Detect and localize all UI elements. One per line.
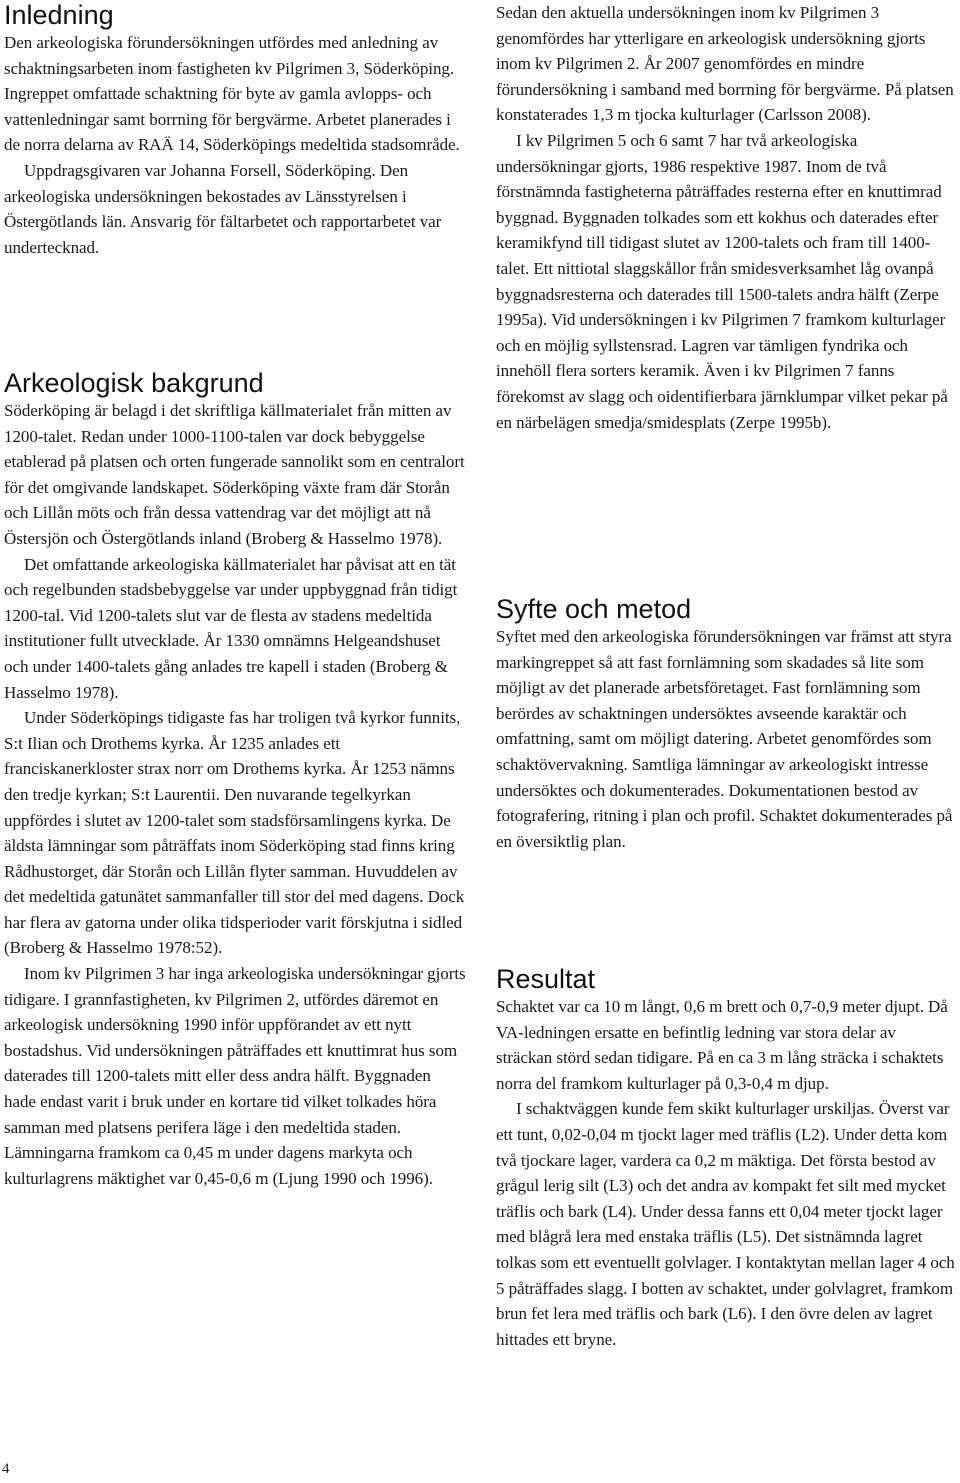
paragraph: Uppdragsgivaren var Johanna Forsell, Söderköping. Den arkeologiska undersökningen bekostades av Länsstyrelsen i Östergötlands län. Ansvarig för fältarbetet och rapportarbetet var undertecknad. [4,160,442,257]
section-arkeologisk-bakgrund [4,368,466,1191]
section-resultat [496,964,956,1352]
paragraph: Inom kv Pilgrimen 3 har inga arkeologiska undersökningar gjorts tidigare. I grannfastigheten, kv Pilgrimen 2, utfördes däremot en arkeologisk undersökning 1990 inför uppförandet av ett nytt bostadshus. Vid undersökningen påträffades ett knuttimrat hus som daterades till 1200-talets mitt eller dess andra hälft. Byggnaden hade endast varit i bruk under en kortare tid vilket tolkades höra samman med platsens perifera läge i den medeltida staden. Lämningarna framkom ca 0,45 m under dagens markyta och kulturlagrens mäktighet var 0,45-0,6 m (Ljung 1990 och 1996). [4,964,466,1188]
heading-syfte-och-metod: Syfte och metod [496,594,692,624]
section-inledning [4,0,466,260]
heading-inledning: Inledning [4,0,114,30]
paragraph: I schaktväggen kunde fem skikt kulturlager urskiljas. Överst var ett tunt, 0,02-0,04 m tjockt lager med träflis (L2). Under detta kom två tjockare lager, vardera ca 0,2 m mäktiga. Det första bestod av grågul lerig silt (L3) och det andra av kompakt fet silt med mycket träflis och bark (L4). Under dessa fanns ett 0,04 meter tjockt lager med blågrå lera med enstaka träflis (L5). Det sistnämnda lagret tolkas som ett eventuellt golvlager. I kontaktytan mellan lager 4 och 5 påträffades slagg. I botten av schaktet, under golvlagret, framkom brun fet lera med träflis och bark (L6). I den övre delen av lagret hittades ett bryne. [496,1099,955,1349]
paragraph: I kv Pilgrimen 5 och 6 samt 7 har två arkeologiska undersökningar gjorts, 1986 respektive 1987. Inom de två förstnämnda fastigheterna påträffades resterna efter en knuttimrad byggnad. Byggnaden tolkades som ett kokhus och daterades efter keramikfynd till tidigast slutet av 1200-talets och fram till 1400-talet. Ett nittiotal slaggskållor från smidesverksamhet låg ovanpå byggnadsresterna och daterades till 1500-talets andra hälft (Zerpe 1995a). Vid undersökningen i kv Pilgrimen 7 framkom kulturlager och en möjlig syllstensrad. Lagren var tämligen fyndrika och innehöll flera sorters keramik. Även i kv Pilgrimen 7 fanns förekomst av slagg och oidentifierbara järnklumpar vilket pekar på en närbelägen smedja/smidesplats (Zerpe 1995b). [496,130,948,432]
paragraph: Under Söderköpings tidigaste fas har troligen två kyrkor funnits, S:t Ilian och Drothems kyrka. År 1235 anlades ett franciskanerkloster strax norr om Drothems kyrka. År 1253 nämns den tredje kyrkan; S:t Laurentii. Den nuvarande tegelkyrkan uppfördes i slutet av 1200-talet som stadsförsamlingens kyrka. De äldsta lämningar som påträffats inom Söderköping stad finns kring Rådhustorget, där Storån och Lillån flyter samman. Huvuddelen av det medeltida gatunätet sammanfaller till stor del med dagens. Dock har flera av gatorna under olika tidsperioder varit förskjutna i sidled (Broberg & Hasselmo 1978:52). [4,708,465,958]
paragraph: Syftet med den arkeologiska förundersökningen var främst att styra markingreppet så att fast fornlämning som skadades så lite som möjligt av det planerade arbetsföretaget. Fast fornlämning som berördes av schaktningen undersöktes avseende karaktär och omfattning, samt om möjligt datering. Arbetet genomfördes som schaktövervakning. Samtliga lämningar av arkeologiskt intresse undersöktes och dokumenterades. Dokumentationen bestod av fotografering, ritning i plan och profil. Schaktet dokumenterades på en översiktlig plan. [496,627,953,851]
section-continuation [496,0,956,435]
paragraph: Det omfattande arkeologiska källmaterialet har påvisat att en tät och regelbunden stadsbebyggelse var under uppbyggnad från tidigt 1200-tal. Vid 1200-talets slut var de flesta av stadens medeltida institutioner fullt utvecklade. År 1330 omnämns Helgeandshuset och under 1400-talets gång anlades tre kapell i staden (Broberg & Hasselmo 1978). [4,554,458,702]
section-syfte-och-metod [496,594,956,854]
paragraph: Schaktet var ca 10 m långt, 0,6 m brett och 0,7-0,9 meter djupt. Då VA-ledningen ersatte en befintlig ledning var stora delar av sträckan störd sedan tidigare. På en ca 3 m lång sträcka i schaktets norra del framkom kulturlager på 0,3-0,4 m djup. [496,997,948,1093]
paragraph: Söderköping är belagd i det skriftliga källmaterialet från mitten av 1200-talet. Redan under 1000-1100-talen var dock bebyggelse etablerad på platsen och orten fungerade sannolikt som en centralort för det omgivande landskapet. Söderköping växte fram där Storån och Lillån möts och från dessa vattendrag var det möjligt att nå Östersjön och Östergötlands inland (Broberg & Hasselmo 1978). [4,401,465,548]
heading-arkeologisk-bakgrund: Arkeologisk bakgrund [4,368,264,398]
paragraph: Den arkeologiska förundersökningen utfördes med anledning av schaktningsarbeten inom fastigheten kv Pilgrimen 3, Söderköping. Ingreppet omfattade schaktning för byte av gamla avlopps- och vattenledningar samt borrning för bergvärme. Arbetet planerades i de norra delarna av RAÄ 14, Söderköpings medeltida stadsområde. [4,33,460,155]
heading-resultat: Resultat [496,964,596,994]
page-number: 4 [2,1461,10,1477]
paragraph: Sedan den aktuella undersökningen inom kv Pilgrimen 3 genomfördes har ytterligare en arkeologisk undersökning gjorts inom kv Pilgrimen 2. År 2007 genomfördes en mindre förundersökning i samband med borrning för bergvärme. På platsen konstaterades 1,3 m tjocka kulturlager (Carlsson 2008). [496,3,954,125]
